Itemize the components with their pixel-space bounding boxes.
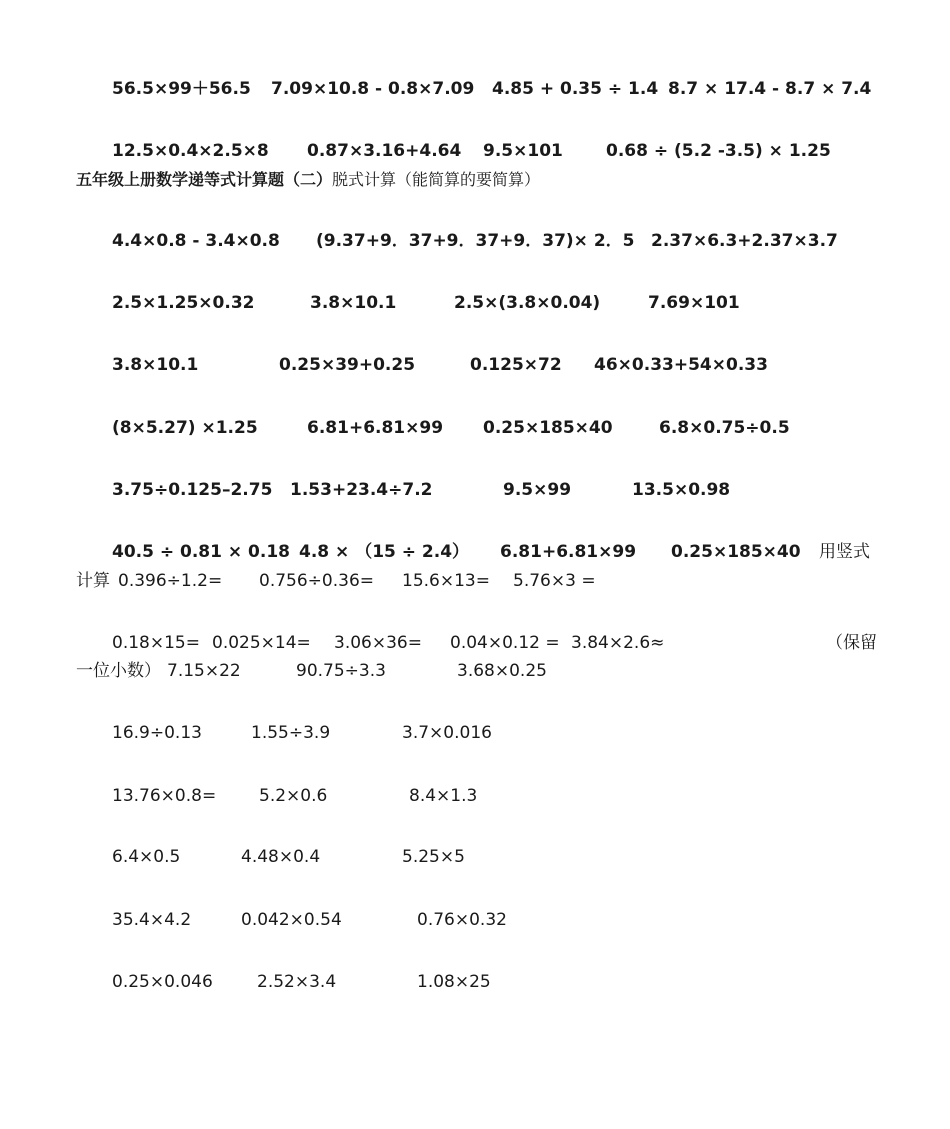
expression: 5.76×3 = (513, 571, 596, 591)
expression: 35.4×4.2 (112, 910, 192, 930)
expression: 5.25×5 (402, 847, 465, 867)
expression: 46×0.33+54×0.33 (594, 355, 768, 375)
expression: 3.06×36= (334, 633, 422, 653)
expression: 4.85 + 0.35 ÷ 1.4 (492, 79, 659, 99)
expression: 6.8×0.75÷0.5 (659, 418, 790, 438)
expression: 6.81+6.81×99 (307, 418, 444, 438)
expression: 13.76×0.8= (112, 786, 217, 806)
expression: 0.125×72 (470, 355, 562, 375)
expression: 90.75÷3.3 (296, 661, 386, 681)
rounding-note: （保留 (826, 633, 877, 653)
expression: 12.5×0.4×2.5×8 (112, 141, 269, 161)
expression: 56.5×99＋56.5 (112, 79, 251, 99)
rounding-note-cont: 一位小数） (76, 661, 161, 681)
expression: 4.8 × （15 ÷ 2.4） (299, 542, 470, 562)
expression: 9.5×101 (483, 141, 563, 161)
expression: 1.53+23.4÷7.2 (290, 480, 433, 500)
expression: 3.7×0.016 (402, 723, 492, 743)
expression: 40.5 ÷ 0.81 × 0.18 (112, 542, 290, 562)
expression: 0.25×39+0.25 (279, 355, 416, 375)
expression: 0.25×185×40 (671, 542, 801, 562)
expression: 0.04×0.12 = (450, 633, 560, 653)
expression: 6.4×0.5 (112, 847, 181, 867)
expression: 4.48×0.4 (241, 847, 321, 867)
section-heading (76, 169, 540, 191)
expression: 2.5×(3.8×0.04) (454, 293, 601, 313)
expression: 8.7 × 17.4 - 8.7 × 7.4 (668, 79, 872, 99)
vertical-calc-label: 用竖式 (819, 542, 870, 562)
expression: 0.68 ÷ (5.2 -3.5) × 1.25 (606, 141, 831, 161)
expression: 0.87×3.16+4.64 (307, 141, 462, 161)
expression: 1.55÷3.9 (251, 723, 331, 743)
expression: 0.756÷0.36= (259, 571, 375, 591)
expression: 7.15×22 (167, 661, 241, 681)
expression: 0.25×0.046 (112, 972, 213, 992)
expression: (9.37+9．37+9．37+9．37)× 2．5 (316, 231, 635, 251)
expression: 7.09×10.8 - 0.8×7.09 (271, 79, 475, 99)
expression: 3.68×0.25 (457, 661, 547, 681)
expression: 7.69×101 (648, 293, 740, 313)
expression: 2.5×1.25×0.32 (112, 293, 255, 313)
expression: 3.84×2.6≈ (571, 633, 665, 653)
expression: 9.5×99 (503, 480, 572, 500)
expression: 3.8×10.1 (112, 355, 199, 375)
expression: 0.18×15= (112, 633, 200, 653)
expression: 5.2×0.6 (259, 786, 328, 806)
expression: 3.75÷0.125–2.75 (112, 480, 273, 500)
expression: 0.396÷1.2= (118, 571, 223, 591)
expression: 0.042×0.54 (241, 910, 342, 930)
expression: (8×5.27) ×1.25 (112, 418, 258, 438)
expression: 1.08×25 (417, 972, 491, 992)
expression: 16.9÷0.13 (112, 723, 202, 743)
expression: 4.4×0.8 - 3.4×0.8 (112, 231, 280, 251)
expression: 15.6×13= (402, 571, 490, 591)
expression: 0.025×14= (212, 633, 311, 653)
expression: 2.52×3.4 (257, 972, 337, 992)
section-subtitle: 脱式计算（能简算的要简算） (332, 170, 541, 189)
expression: 0.76×0.32 (417, 910, 507, 930)
expression: 8.4×1.3 (409, 786, 478, 806)
section-title: 五年级上册数学递等式计算题（二） (76, 170, 333, 189)
expression: 6.81+6.81×99 (500, 542, 637, 562)
expression: 2.37×6.3+2.37×3.7 (651, 231, 838, 251)
expression: 3.8×10.1 (310, 293, 397, 313)
expression: 0.25×185×40 (483, 418, 613, 438)
expression: 13.5×0.98 (632, 480, 731, 500)
vertical-calc-label-cont: 计算 (76, 571, 110, 591)
